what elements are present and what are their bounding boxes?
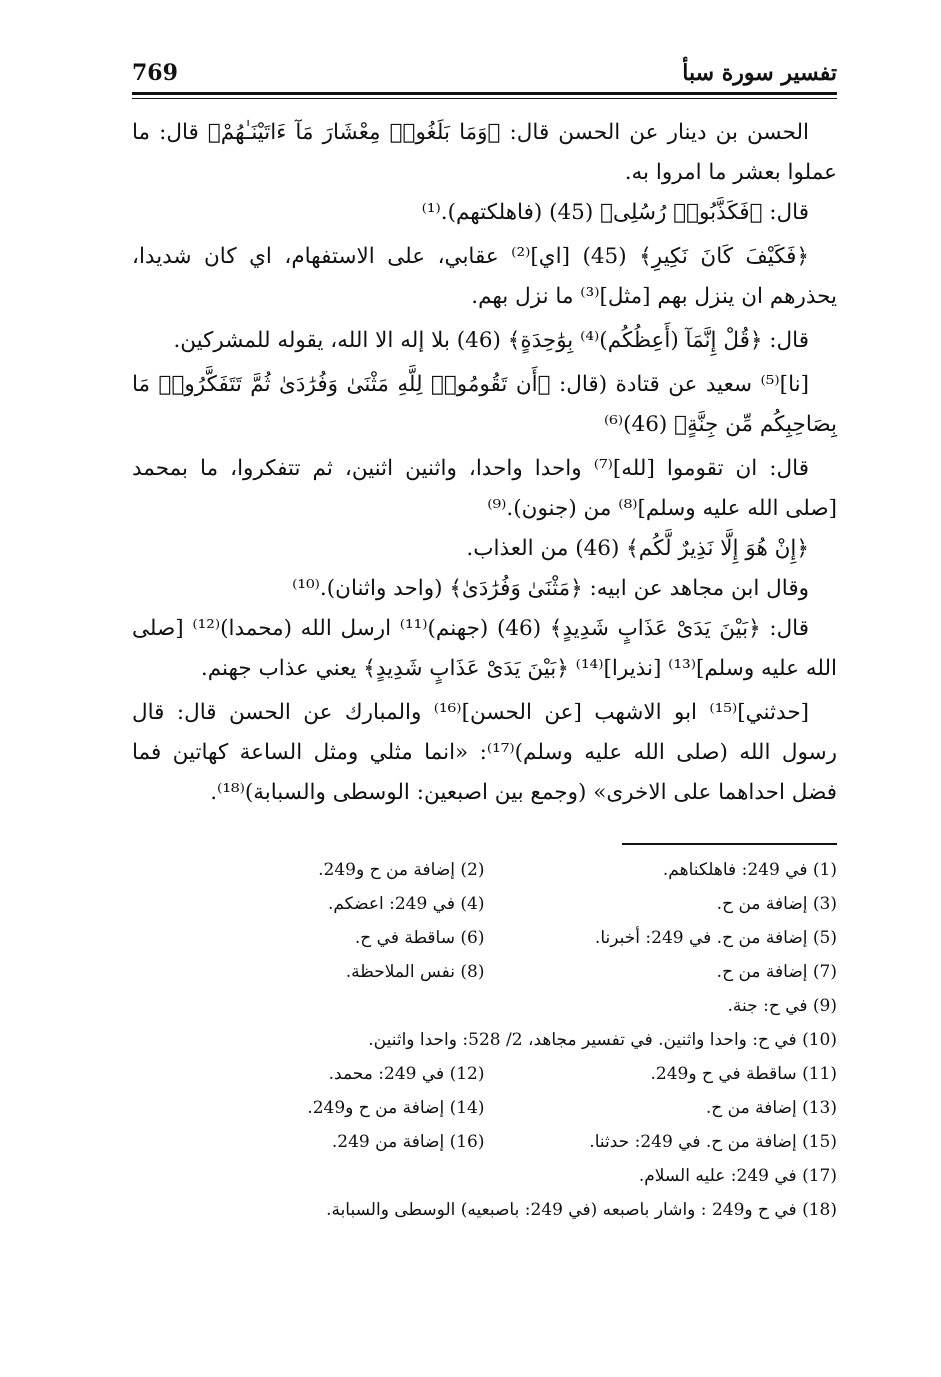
footnote: (2) إضافة من ح و249. (318, 860, 485, 880)
footnote: (3) إضافة من ح. (716, 894, 837, 914)
footnote: (15) إضافة من ح. في 249: حدثنا. (589, 1132, 837, 1152)
paragraph: قال: ﴿فَكَذَّبُوا۟ رُسُلِى﴾ (45) (فاهلكتهم).⁽¹⁾ (421, 200, 809, 225)
paragraph: قال: ﴿بَيْنَ يَدَىْ عَذَابٍ شَدِيدٍ﴾ (46) (جهنم)⁽¹¹⁾ ارسل الله (محمدا)⁽¹²⁾ [صلى الله عليه وسلم]⁽¹³⁾ [نذيرا]⁽¹⁴⁾ ﴿بَيْنَ يَدَىْ عَذَابٍ شَدِيدٍ﴾ يعني عذاب جهنم. (132, 616, 837, 681)
footnote: (17) في 249: عليه السلام. (638, 1166, 837, 1186)
footnote: (6) ساقطة في ح. (354, 928, 485, 948)
footnote: (1) في 249: فاهلكناهم. (662, 860, 837, 880)
paragraph: [نا]⁽⁵⁾ سعيد عن قتادة (قال: ﴿أَن تَقُومُوا۟ لِلَّهِ مَثْنَىٰ وَفُرَٰدَىٰ ثُمَّ تَتَفَكَّرُوا۟ مَا بِصَاحِبِكُم مِّن جِنَّةٍ﴾ (46)⁽⁶⁾ (132, 372, 837, 437)
footnote: (13) إضافة من ح. (705, 1098, 837, 1118)
footnote: (18) في ح و249 : واشار باصبعه (في 249: باصبعيه) الوسطى والسبابة. (326, 1200, 837, 1220)
footnote-separator (622, 843, 837, 845)
paragraph: [حدثني]⁽¹⁵⁾ ابو الاشهب [عن الحسن]⁽¹⁶⁾ والمبارك عن الحسن قال: قال رسول الله (صلى الله عليه وسلم)⁽¹⁷⁾: «انما مثلي ومثل الساعة كهاتين فما فضل احداهما على الاخرى» (وجمع بين اصبعين: الوسطى والسبابة)⁽¹⁸⁾. (132, 700, 837, 805)
footnote: (14) إضافة من ح و249. (307, 1098, 485, 1118)
footnote: (12) في 249: محمد. (328, 1064, 485, 1084)
footnote: (5) إضافة من ح. في 249: أخبرنا. (594, 928, 837, 948)
footnote: (16) إضافة من 249. (331, 1132, 485, 1152)
footnote: (8) نفس الملاحظة. (345, 962, 485, 982)
paragraph: ﴿فَكَيْفَ كَانَ نَكِيرِ﴾ (45) [اي]⁽²⁾ عقابي، على الاستفهام، اي كان شديدا، يحذرهم ان ينزل بهم [مثل]⁽³⁾ ما نزل بهم. (132, 244, 837, 309)
footnotes (132, 853, 837, 1227)
footnote: (4) في 249: اعضكم. (327, 894, 485, 914)
paragraph: ﴿إِنْ هُوَ إِلَّا نَذِيرٌ لَّكُم﴾ (46) من العذاب. (466, 536, 809, 561)
header-rule-thin (132, 98, 837, 99)
paragraph: الحسن بن دينار عن الحسن قال: ﴿وَمَا بَلَغُوا۟ مِعْشَارَ مَآ ءَاتَيْنَـٰهُمْ﴾ قال: ما عملوا بعشر ما امروا به. (132, 120, 837, 185)
paragraph: قال: ﴿قُلْ إِنَّمَآ (أَعِظُكُم)⁽⁴⁾ بِوَٰحِدَةٍ﴾ (46) بلا إله الا الله، يقوله للمشركين. (173, 328, 809, 353)
paragraph: وقال ابن مجاهد عن ابيه: ﴿مَثْنَىٰ وَفُرَٰدَىٰ﴾ (واحد واثنان).⁽¹⁰⁾ (292, 576, 809, 601)
main-text (132, 113, 837, 813)
footnote: (9) في ح: جنة. (727, 996, 837, 1016)
page-number: 769 (132, 60, 178, 86)
running-title: تفسير سورة سبأ (682, 60, 837, 86)
footnote: (10) في ح: واحدا واثنين. في تفسير مجاهد، 2/ 528: واحدا واثنين. (368, 1030, 837, 1050)
header-rule-thick (132, 92, 837, 95)
footnote: (7) إضافة من ح. (716, 962, 837, 982)
page-header (132, 44, 837, 86)
paragraph: قال: ان تقوموا [لله]⁽⁷⁾ واحدا واحدا، واثنين اثنين، ثم تتفكروا، ما بمحمد [صلى الله عليه وسلم]⁽⁸⁾ من (جنون).⁽⁹⁾ (132, 456, 837, 521)
footnote: (11) ساقطة في ح و249. (650, 1064, 837, 1084)
